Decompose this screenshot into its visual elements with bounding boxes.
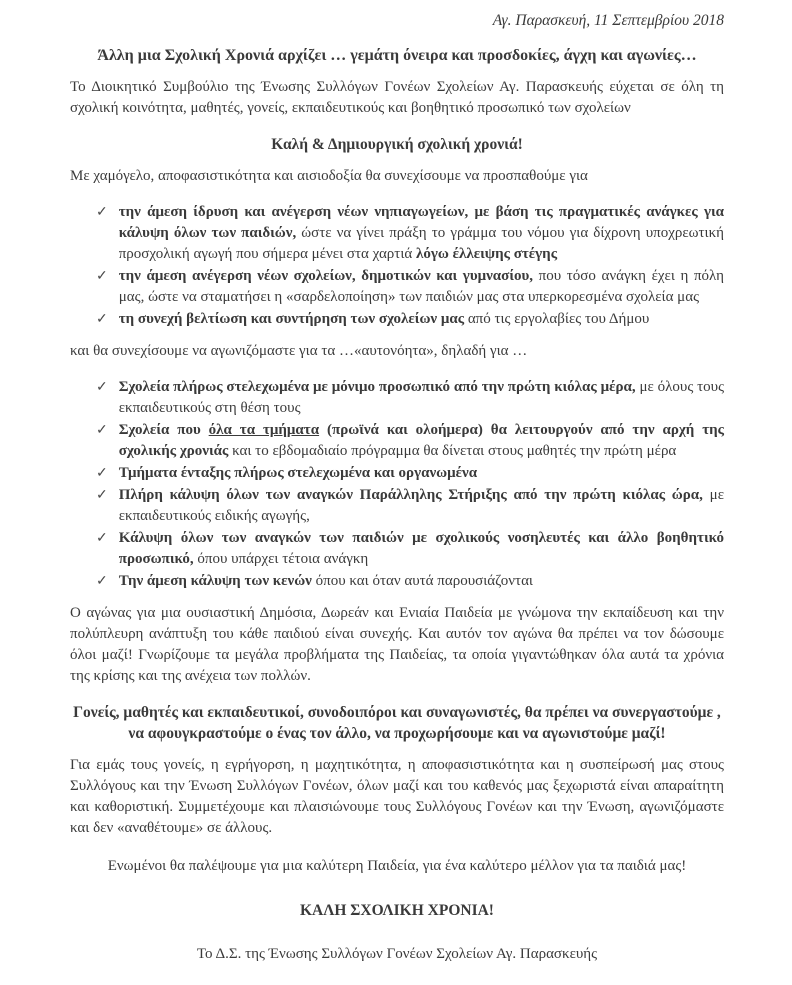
- checkmark-icon: ✓: [96, 488, 108, 503]
- checkmark-icon: ✓: [96, 312, 108, 327]
- demands-construction-list: [70, 202, 724, 330]
- demand-text: Κάλυψη όλων των αναγκών των παιδιών με σχολικούς νοσηλευτές και άλλο βοηθητικό προσωπικό, όπου υπάρχει τέτοια ανάγκη: [118, 530, 724, 567]
- greeting-heading: Καλή & Δημιουργική σχολική χρονιά!: [271, 136, 523, 153]
- document-title: Άλλη μια Σχολική Χρονιά αρχίζει … γεμάτη όνειρα και προσδοκίες, άγχη και αγωνίες…: [97, 47, 697, 64]
- date-line: Αγ. Παρασκευή, 11 Σεπτεμβρίου 2018: [492, 12, 724, 29]
- checkmark-icon: ✓: [96, 531, 108, 546]
- checkmark-icon: ✓: [96, 423, 108, 438]
- parents-paragraph: Για εμάς τους γονείς, η εγρήγορση, η μαχητικότητα, η αποφασιστικότητα και η συσπείρωσή μας στους Συλλόγους και την Ένωση Συλλόγων Γονέων, όλων μαζί και του καθενός μας ξεχωριστά είναι απαραίτητη και καθοριστική. Συμμετέχουμε και πλαισιώνουμε τους Συλλόγους Γονέων και την Ένωση, αγωνιζόμαστε και δεν «αναθέτουμε» σε άλλους.: [70, 757, 724, 836]
- demand-item: [96, 571, 724, 592]
- demand-item: [96, 420, 724, 462]
- demand-text: Σχολεία που όλα τα τμήματα (πρωϊνά και ολοήμερα) θα λειτουργούν από την αρχή της σχολικής χρονιάς και το εβδομαδιαίο πρόγραμμα θα δίνεται στους μαθητές την πρώτη μέρα: [118, 422, 724, 459]
- demand-item: [96, 309, 724, 330]
- demand-text: την άμεση ανέγερση νέων σχολείων, δημοτικών και γυμνασίου, που τόσο ανάγκη έχει η πόλη μας, ώστε να σταματήσει η «σαρδελοποίηση» των παιδιών μας στα υπερκορεσμένα σχολεία μας: [118, 268, 725, 305]
- demand-item: [96, 485, 724, 527]
- demand-item: [96, 202, 724, 265]
- struggle-paragraph: Ο αγώνας για μια ουσιαστική Δημόσια, Δωρεάν και Ενιαία Παιδεία με γνώμονα την εκπαίδευση και την πολύπλευρη ανάπτυξη του κάθε παιδιού είναι συνεχής. Και αυτόν τον αγώνα θα πρέπει να τον δώσουμε όλοι μαζί! Γνωρίζουμε τα μεγάλα προβλήματα της Παιδείας, τα οποία γιγαντώθηκαν όλα αυτά τα χρόνια της κρίσης και της ανέχεια των πολλών.: [70, 605, 724, 684]
- demand-text: Πλήρη κάλυψη όλων των αναγκών Παράλληλης Στήριξης από την πρώτη κιόλας ώρα, με εκπαιδευτικούς ειδικής αγωγής,: [118, 487, 724, 524]
- lead-in-obvious-paragraph: και θα συνεχίσουμε να αγωνιζόμαστε για τα …«αυτονόητα», δηλαδή για …: [70, 343, 528, 359]
- demand-text: Την άμεση κάλυψη των κενών όπου και όταν αυτά παρουσιάζονται: [118, 573, 533, 589]
- intro-paragraph: Το Διοικητικό Συμβούλιο της Ένωσης Συλλόγων Γονέων Σχολείων Αγ. Παρασκευής εύχεται σε όλη τη σχολική κοινότητα, μαθητές, γονείς, εκπαιδευτικούς και βοηθητικό προσωπικό των σχολείων: [70, 79, 724, 116]
- demand-item: [96, 528, 724, 570]
- demand-text: Σχολεία πλήρως στελεχωμένα με μόνιμο προσωπικό από την πρώτη κιόλας μέρα, με όλους τους εκπαιδευτικούς στη θέση τους: [118, 379, 725, 416]
- checkmark-icon: ✓: [96, 380, 108, 395]
- closing-heading: ΚΑΛΗ ΣΧΟΛΙΚΗ ΧΡΟΝΙΑ!: [300, 902, 494, 919]
- lead-in-smile-paragraph: Με χαμόγελο, αποφασιστικότητα και αισιοδοξία θα συνεχίσουμε να προσπαθούμε για: [70, 168, 588, 184]
- checkmark-icon: ✓: [96, 574, 108, 589]
- demand-text: τη συνεχή βελτίωση και συντήρηση των σχολείων μας από τις εργολαβίες του Δήμου: [118, 311, 650, 327]
- checkmark-icon: ✓: [96, 205, 108, 220]
- demand-text: την άμεση ίδρυση και ανέγερση νέων νηπιαγωγείων, με βάση τις πραγματικές ανάγκες για κάλυψη όλων των παιδιών, ώστε να γίνει πράξη το γράμμα του νόμου για δίχρονη υποχρεωτική προσχολική αγωγή που σήμερα μένει στα χαρτιά λόγω έλλειψης στέγης: [118, 204, 724, 262]
- united-line: Ενωμένοι θα παλέψουμε για μια καλύτερη Παιδεία, για ένα καλύτερο μέλλον για τα παιδιά μας!: [107, 858, 687, 874]
- demand-item: [96, 463, 724, 484]
- demand-item: [96, 266, 724, 308]
- demands-obvious-list: [70, 377, 724, 592]
- signature-line: Το Δ.Σ. της Ένωσης Συλλόγων Γονέων Σχολείων Αγ. Παρασκευής: [196, 946, 598, 962]
- call-to-cooperate: Γονείς, μαθητές και εκπαιδευτικοί, συνοδοιπόροι και συναγωνιστές, θα πρέπει να συνεργαστούμε , να αφουγκραστούμε ο ένας τον άλλο, να προχωρήσουμε και να αγωνιστούμε μαζί!: [73, 704, 721, 742]
- checkmark-icon: ✓: [96, 269, 108, 284]
- checkmark-icon: ✓: [96, 466, 108, 481]
- demand-item: [96, 377, 724, 419]
- demand-text: Τμήματα ένταξης πλήρως στελεχωμένα και οργανωμένα: [118, 465, 478, 481]
